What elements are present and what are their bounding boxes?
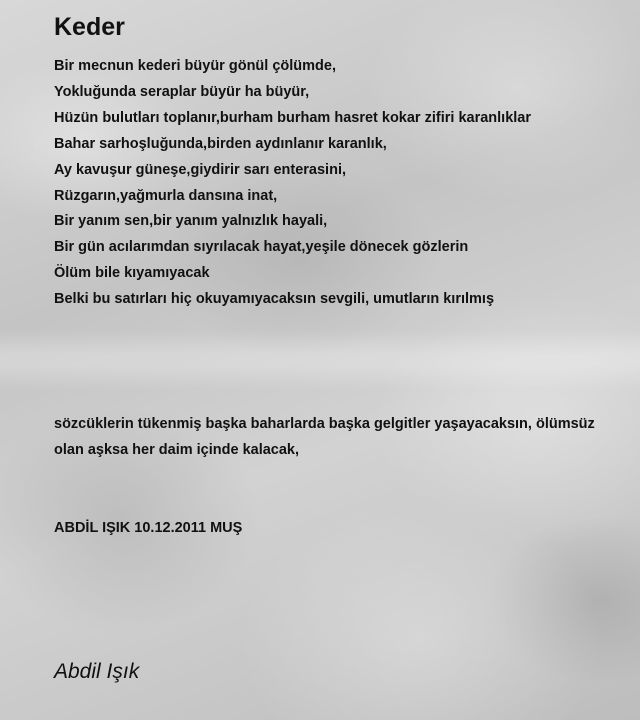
poem-line: Belki bu satırları hiç okuyamıyacaksın sevgili, umutların kırılmış [54,291,495,308]
poem-line: Yokluğunda seraplar büyür ha büyür, [54,83,310,100]
poem-line: Bir gün acılarımdan sıyrılacak hayat,yeşile dönecek gözlerin [54,239,469,256]
poem-line: sözcüklerin tükenmiş başka baharlarda başka gelgitler yaşayacaksın, ölümsüz [54,416,595,432]
poem-line: Bir mecnun kederi büyür gönül çölümde, [54,58,336,74]
poem-line: Hüzün bulutları toplanır,burham burham hasret kokar zifiri karanlıklar [54,109,531,126]
poem-line: Rüzgarın,yağmurla dansına inat, [54,187,278,204]
poem-signature: ABDİL IŞIK 10.12.2011 MUŞ [54,520,243,536]
poem-line: Ölüm bile kıyamıyacak [54,265,210,282]
poem-stanza-2 [54,412,640,464]
author-name: Abdil Işık [54,660,140,683]
poem-line: Ay kavuşur güneşe,giydirir sarı enterasini, [54,161,346,178]
poem-line: Bahar sarhoşluğunda,birden aydınlanır karanlık, [54,135,387,152]
background-band [0,330,640,390]
poem-line: Bir yanım sen,bir yanım yalnızlık hayali, [54,213,328,230]
poem-line: olan aşksa her daim içinde kalacak, [54,441,300,458]
poem-stanza-1 [54,54,640,313]
poem-title: Keder [54,13,125,41]
